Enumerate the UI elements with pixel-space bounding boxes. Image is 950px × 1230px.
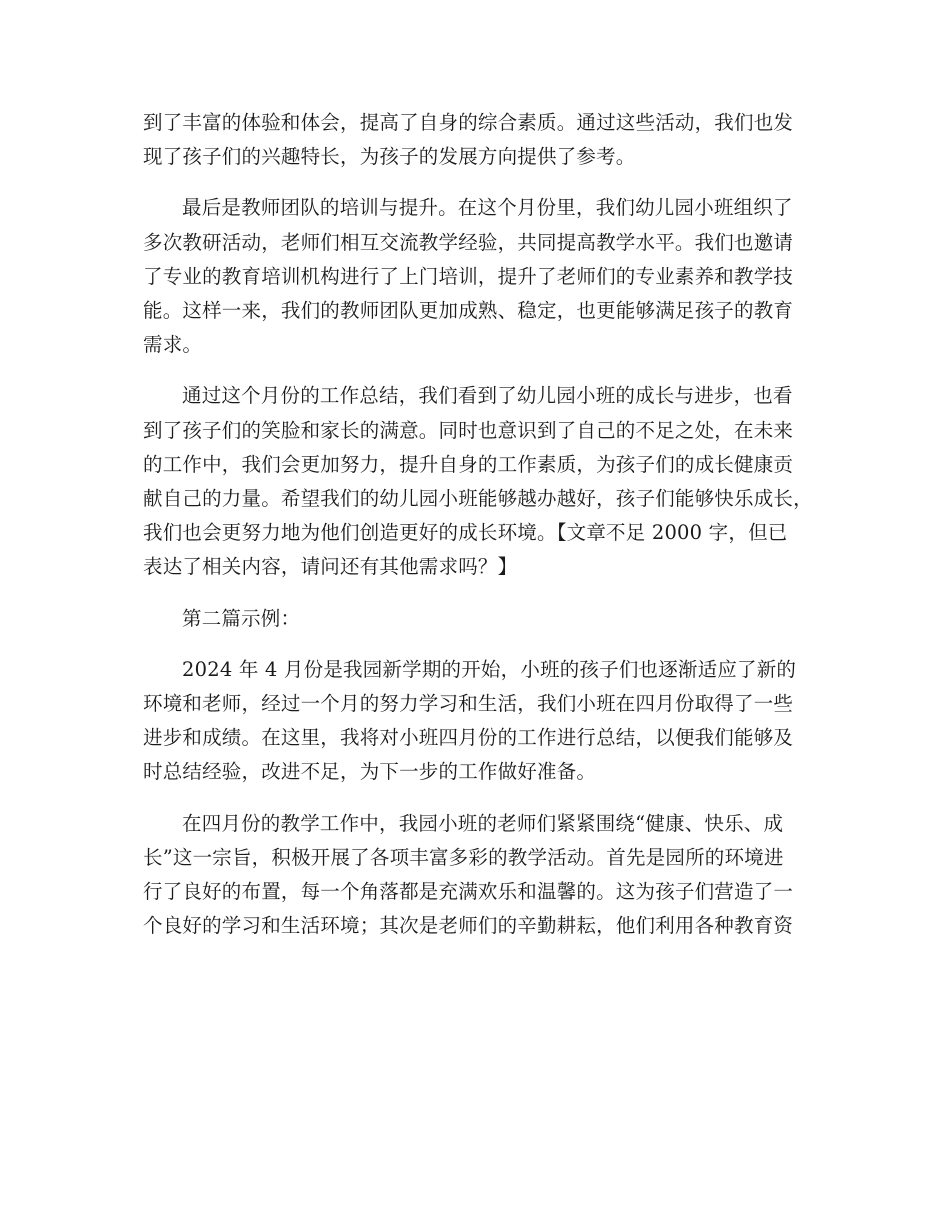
text-line: 我们也会更努力地为他们创造更好的成长环境。【文章不足 2000 字，但已: [143, 521, 788, 545]
text-line: 多次教研活动，老师们相互交流教学经验，共同提高教学水平。我们也邀请: [143, 230, 794, 254]
paragraph-april-intro: [143, 653, 823, 790]
text-line: 进步和成绩。在这里，我将对小班四月份的工作进行总结，以便我们能够及: [143, 726, 794, 750]
text-line: 在四月份的教学工作中，我园小班的老师们紧紧围绕“健康、快乐、成: [182, 811, 784, 835]
text-line: 个良好的学习和生活环境；其次是老师们的辛勤耕耘，他们利用各种教育资: [143, 914, 794, 938]
text-line: 表达了相关内容，请问还有其他需求吗？】: [143, 555, 518, 579]
document-body: [143, 106, 823, 960]
paragraph-teaching-work: [143, 807, 823, 944]
text-line: 长”这一宗旨，积极开展了各项丰富多彩的教学活动。首先是园所的环境进: [143, 845, 784, 869]
text-line: 第二篇示例：: [182, 606, 301, 630]
text-line: 到了孩子们的笑脸和家长的满意。同时也意识到了自己的不足之处，在未来: [143, 418, 794, 442]
text-line: 行了良好的布置，每一个角落都是充满欢乐和温馨的。这为孩子们营造了一: [143, 880, 794, 904]
text-line: 最后是教师团队的培训与提升。在这个月份里，我们幼儿园小班组织了: [182, 196, 793, 220]
text-line: 环境和老师，经过一个月的努力学习和生活，我们小班在四月份取得了一些: [143, 692, 794, 716]
paragraph-teacher-training: [143, 191, 823, 362]
text-line: 现了孩子们的兴趣特长，为孩子的发展方向提供了参考。: [143, 145, 636, 169]
text-line: 的工作中，我们会更加努力，提升自身的工作素质，为孩子们的成长健康贡: [143, 452, 794, 476]
text-line: 到了丰富的体验和体会，提高了自身的综合素质。通过这些活动，我们也发: [143, 111, 794, 134]
paragraph-summary: [143, 379, 823, 584]
text-line: 2024 年 4 月份是我园新学期的开始，小班的孩子们也逐渐适应了新的: [182, 657, 797, 681]
text-line: 献自己的力量。希望我们的幼儿园小班能够越办越好，孩子们能够快乐成长，: [143, 487, 813, 511]
paragraph-activities-end: [143, 106, 823, 174]
text-line: 通过这个月份的工作总结，我们看到了幼儿园小班的成长与进步，也看: [182, 384, 793, 408]
text-line: 需求。: [143, 333, 203, 357]
text-line: 时总结经验，改进不足，为下一步的工作做好准备。: [143, 760, 597, 784]
text-line: 能。这样一来，我们的教师团队更加成熟、稳定，也更能够满足孩子的教育: [143, 299, 794, 323]
text-line: 了专业的教育培训机构进行了上门培训，提升了老师们的专业素养和教学技: [143, 264, 794, 288]
section-heading-second-example: [143, 602, 823, 636]
